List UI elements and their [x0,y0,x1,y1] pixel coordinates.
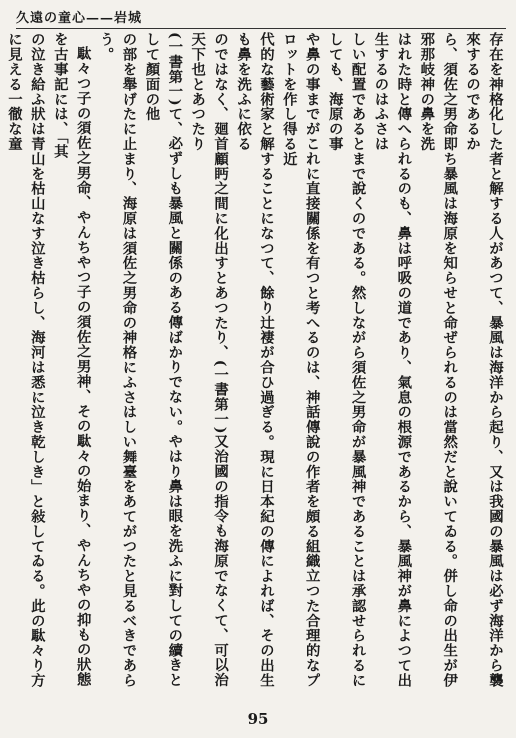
running-header [16,5,506,27]
text-column: しい配置であるとまで說くのである。然しながら須佐之男命が暴風神であることは承認せられるにしても、海原の事 [326,32,367,688]
text-column: の泣き給ふ狀は青山を枯山なす泣き枯らし、海河は悉に泣き乾しき」と敍してゐる。此の駄々り方に見える一徹な童 [5,32,46,688]
page-number: 95 [247,710,269,728]
text-column: ら、須佐之男命即ち暴風は海原を知らせと命ぜられるのは當然だと說いてゐる。併し命の出生が伊邪那岐神の鼻を洗 [418,32,459,688]
text-column: 存在を神格化した者と解する人があつて、暴風は海洋から起り、又は我國の暴風は必ず海洋から襲來するのであるか [464,32,504,688]
header-author: ——岩城 [86,10,143,26]
text-column: の部を舉げたに止まり、海原は須佐之男命の神格にふさはしい舞臺をあてがつたと見るべきであらう。 [97,32,138,688]
text-column: (一書第一)て、必ずしも暴風と關係のある傳ばかりでない。やはり鼻は眼を洗ふに對しての續きとして顏面の他 [143,32,184,688]
text-column: のではなく、廻首顧眄之間に化出すとあつたり、(一書第一)又治國の指令も海原でなくて、可以治天下也とあつたり [189,32,230,688]
text-column: はれた時と傳へられるのも、鼻は呼吸の道であり、氣息の根源であるから、暴風神が鼻によつて出生するのはふさは [372,32,413,688]
body-text [5,32,506,692]
header-title: 久遠の童心 [16,10,87,26]
text-column: や鼻の事までがこれに直接關係を有つと考へるのは、神話傳說の作者を頗る組織立つた合理的なプロットを作し得る近 [280,32,321,688]
text-column [0,32,2,692]
header-rule [16,28,506,29]
text-column: 駄々つ子の須佐之男命、やんちやつ子の須佐之男神、その駄々の始まり、やんちやの抑もの狀態を古事記には、「其 [51,32,92,688]
text-column: 代的な藝術家と解することになつて、餘り辻褄が合ひ過ぎる。現に日本紀の傳によれば、その出生も鼻を洗ふに依る [235,32,275,688]
